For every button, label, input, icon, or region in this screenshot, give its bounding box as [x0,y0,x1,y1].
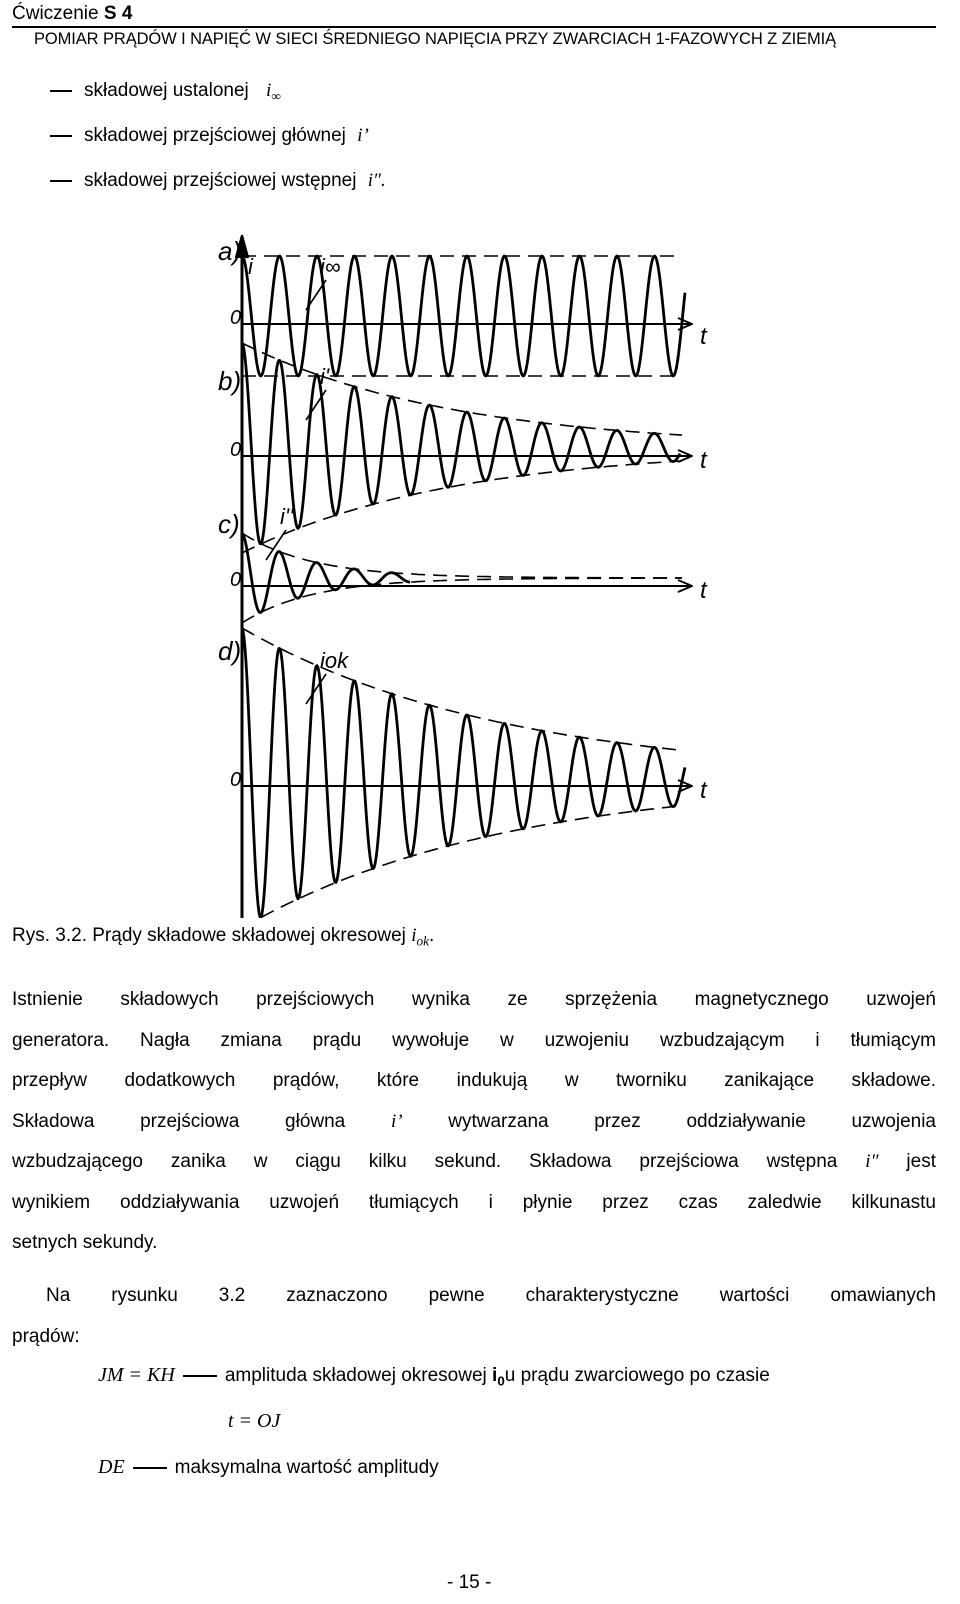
axis-label-t: t [700,777,707,804]
axis-label-t: t [700,447,707,474]
panel-label: c) [218,509,240,539]
panel-label: a) [218,236,242,266]
paragraph-line: Składowa przejściowa główna i’ wytwarzana przez oddziaływanie uzwojenia [12,1110,936,1132]
exercise-title: Ćwiczenie S 4 [12,3,133,24]
exercise-subtitle: POMIAR PRĄDÓW I NAPIĘĆ W SIECI ŚREDNIEGO NAPIĘCIA PRZY ZWARCIACH 1-FAZOWYCH Z ZIEMIĄ [34,30,837,48]
list-item: składowej przejściowej głównej i’ [50,125,369,147]
page-number: - 15 - [447,1572,492,1593]
paragraph: Na rysunku 3.2 zaznaczono pewne charakterystyczne wartości omawianych prądów: [12,1285,936,1347]
curve-label: i∞ [320,254,341,279]
figure-caption: Rys. 3.2. Prądy składowe składowej okresowej $i_{ok}$. [12,925,435,949]
lower-envelope [242,461,682,553]
current-components-figure [180,228,720,918]
header-rule [12,26,936,28]
zero-label: 0 [230,569,242,591]
paragraph-line: wzbudzającego zanika w ciągu kilku sekund. Składowa przejściowa wstępna i″ jest [12,1151,936,1172]
panel-label: d) [218,636,242,666]
zero-label: 0 [230,307,242,329]
curve-label: i' [320,364,330,389]
axis-label-t: t [700,577,707,604]
panel-label: b) [218,366,242,396]
waveform [242,343,680,544]
zero-label: 0 [230,439,242,461]
list-item: składowej ustalonej $i_\infty$ [50,80,281,105]
lower-envelope [242,806,682,918]
definition-time: t = OJ [228,1410,281,1432]
definition-amplitude: JM = KH amplituda składowej okresowej $i_0u$ prądu zwarciowego po czasie [98,1364,770,1389]
paragraph: Istnienie składowych przejściowych wynika ze sprzężenia magnetycznego uzwojeń generatora. Nagła zmiana prądu wywołuje w uzwojeniu wzbudzającym i tłumiącym przepływ dodatkowych prądów, które indukują w tworniku zanikające składowe. Składowa przejściowa główna i’ wytwarzana przez oddziaływanie uzwojenia wzbudzającego zanika w ciągu kilku sekund. Składowa przejściowa wstępna i″ jest wynikiem oddziaływania uzwojeń tłumiących i płynie przez czas zaledwie kilkunastu setnych sekundy. [12,989,936,1253]
waveform [242,256,685,376]
lower-envelope [242,578,682,623]
axis-label-i: i [248,254,253,279]
axis-label-t: t [700,323,707,350]
curve-label: i'' [280,504,294,529]
dash-marker [50,135,72,137]
list-item: składowej przejściowej wstępnej i″. [50,170,386,192]
zero-label: 0 [230,769,242,791]
dash-marker [50,180,72,182]
waveform [242,628,685,917]
dash-marker [50,90,72,92]
definition-max-amplitude: DE maksymalna wartość amplitudy [98,1456,439,1478]
upper-envelope [242,533,682,578]
exercise-code: S 4 [103,3,133,24]
waveform [242,533,410,613]
curve-label: iok [320,648,349,673]
